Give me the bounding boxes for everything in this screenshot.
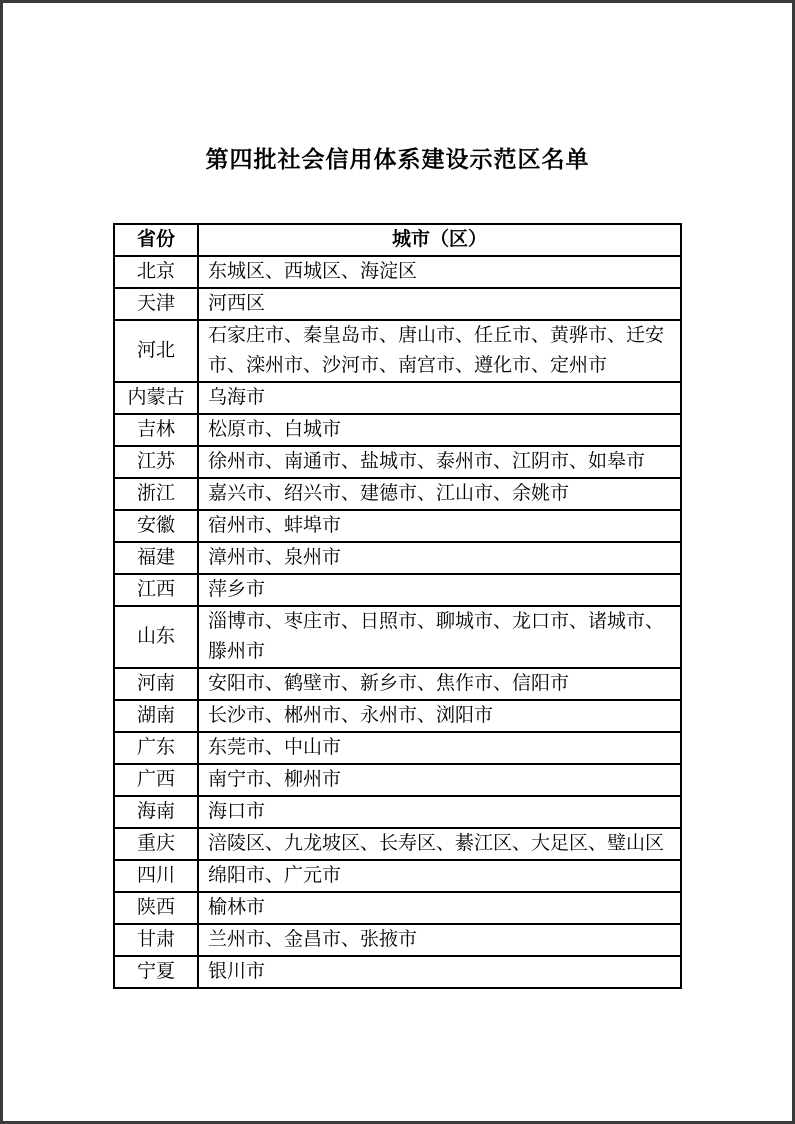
cities-cell: 河西区 bbox=[198, 288, 681, 320]
header-cell-province: 省份 bbox=[114, 224, 198, 256]
cities-cell: 乌海市 bbox=[198, 382, 681, 414]
province-cell: 广西 bbox=[114, 764, 198, 796]
table-row bbox=[114, 288, 681, 320]
province-cell: 江苏 bbox=[114, 446, 198, 478]
cities-cell: 兰州市、金昌市、张掖市 bbox=[198, 924, 681, 956]
cities-cell: 淄博市、枣庄市、日照市、聊城市、龙口市、诸城市、滕州市 bbox=[198, 606, 681, 668]
table-body bbox=[114, 256, 681, 988]
province-cell: 四川 bbox=[114, 860, 198, 892]
province-cell: 宁夏 bbox=[114, 956, 198, 988]
table-row bbox=[114, 414, 681, 446]
cities-cell: 嘉兴市、绍兴市、建德市、江山市、余姚市 bbox=[198, 478, 681, 510]
cities-cell: 涪陵区、九龙坡区、长寿区、綦江区、大足区、璧山区 bbox=[198, 828, 681, 860]
table-row bbox=[114, 796, 681, 828]
province-cell: 重庆 bbox=[114, 828, 198, 860]
cities-cell: 海口市 bbox=[198, 796, 681, 828]
table-row bbox=[114, 924, 681, 956]
table-row bbox=[114, 510, 681, 542]
cities-cell: 东莞市、中山市 bbox=[198, 732, 681, 764]
table-row bbox=[114, 828, 681, 860]
table-row bbox=[114, 382, 681, 414]
table-row bbox=[114, 606, 681, 668]
cities-cell: 漳州市、泉州市 bbox=[198, 542, 681, 574]
table-row bbox=[114, 764, 681, 796]
province-cell: 河北 bbox=[114, 320, 198, 382]
table-row bbox=[114, 892, 681, 924]
cities-cell: 安阳市、鹤壁市、新乡市、焦作市、信阳市 bbox=[198, 668, 681, 700]
province-cell: 海南 bbox=[114, 796, 198, 828]
province-cell: 福建 bbox=[114, 542, 198, 574]
table-row bbox=[114, 574, 681, 606]
province-cell: 甘肃 bbox=[114, 924, 198, 956]
table-row bbox=[114, 446, 681, 478]
cities-cell: 南宁市、柳州市 bbox=[198, 764, 681, 796]
table-row bbox=[114, 956, 681, 988]
table-row bbox=[114, 700, 681, 732]
province-cell: 浙江 bbox=[114, 478, 198, 510]
province-cell: 湖南 bbox=[114, 700, 198, 732]
province-cell: 安徽 bbox=[114, 510, 198, 542]
province-cell: 广东 bbox=[114, 732, 198, 764]
header-cell-cities: 城市（区） bbox=[198, 224, 681, 256]
table-row bbox=[114, 478, 681, 510]
table-row bbox=[114, 668, 681, 700]
province-cell: 内蒙古 bbox=[114, 382, 198, 414]
province-cell: 江西 bbox=[114, 574, 198, 606]
demonstration-zones-table bbox=[113, 223, 682, 989]
table-row bbox=[114, 320, 681, 382]
cities-cell: 绵阳市、广元市 bbox=[198, 860, 681, 892]
table-row bbox=[114, 732, 681, 764]
province-cell: 吉林 bbox=[114, 414, 198, 446]
page-title: 第四批社会信用体系建设示范区名单 bbox=[205, 147, 590, 172]
cities-cell: 银川市 bbox=[198, 956, 681, 988]
cities-cell: 徐州市、南通市、盐城市、泰州市、江阴市、如皋市 bbox=[198, 446, 681, 478]
header-row bbox=[114, 224, 681, 256]
province-cell: 河南 bbox=[114, 668, 198, 700]
province-cell: 天津 bbox=[114, 288, 198, 320]
cities-cell: 榆林市 bbox=[198, 892, 681, 924]
province-cell: 北京 bbox=[114, 256, 198, 288]
province-cell: 陕西 bbox=[114, 892, 198, 924]
table-row bbox=[114, 256, 681, 288]
table-row bbox=[114, 860, 681, 892]
cities-cell: 宿州市、蚌埠市 bbox=[198, 510, 681, 542]
table-header bbox=[114, 224, 681, 256]
table-row bbox=[114, 542, 681, 574]
province-cell: 山东 bbox=[114, 606, 198, 668]
cities-cell: 石家庄市、秦皇岛市、唐山市、任丘市、黄骅市、迁安市、滦州市、沙河市、南宫市、遵化市、定州市 bbox=[198, 320, 681, 382]
cities-cell: 长沙市、郴州市、永州市、浏阳市 bbox=[198, 700, 681, 732]
cities-cell: 萍乡市 bbox=[198, 574, 681, 606]
cities-cell: 松原市、白城市 bbox=[198, 414, 681, 446]
cities-cell: 东城区、西城区、海淀区 bbox=[198, 256, 681, 288]
